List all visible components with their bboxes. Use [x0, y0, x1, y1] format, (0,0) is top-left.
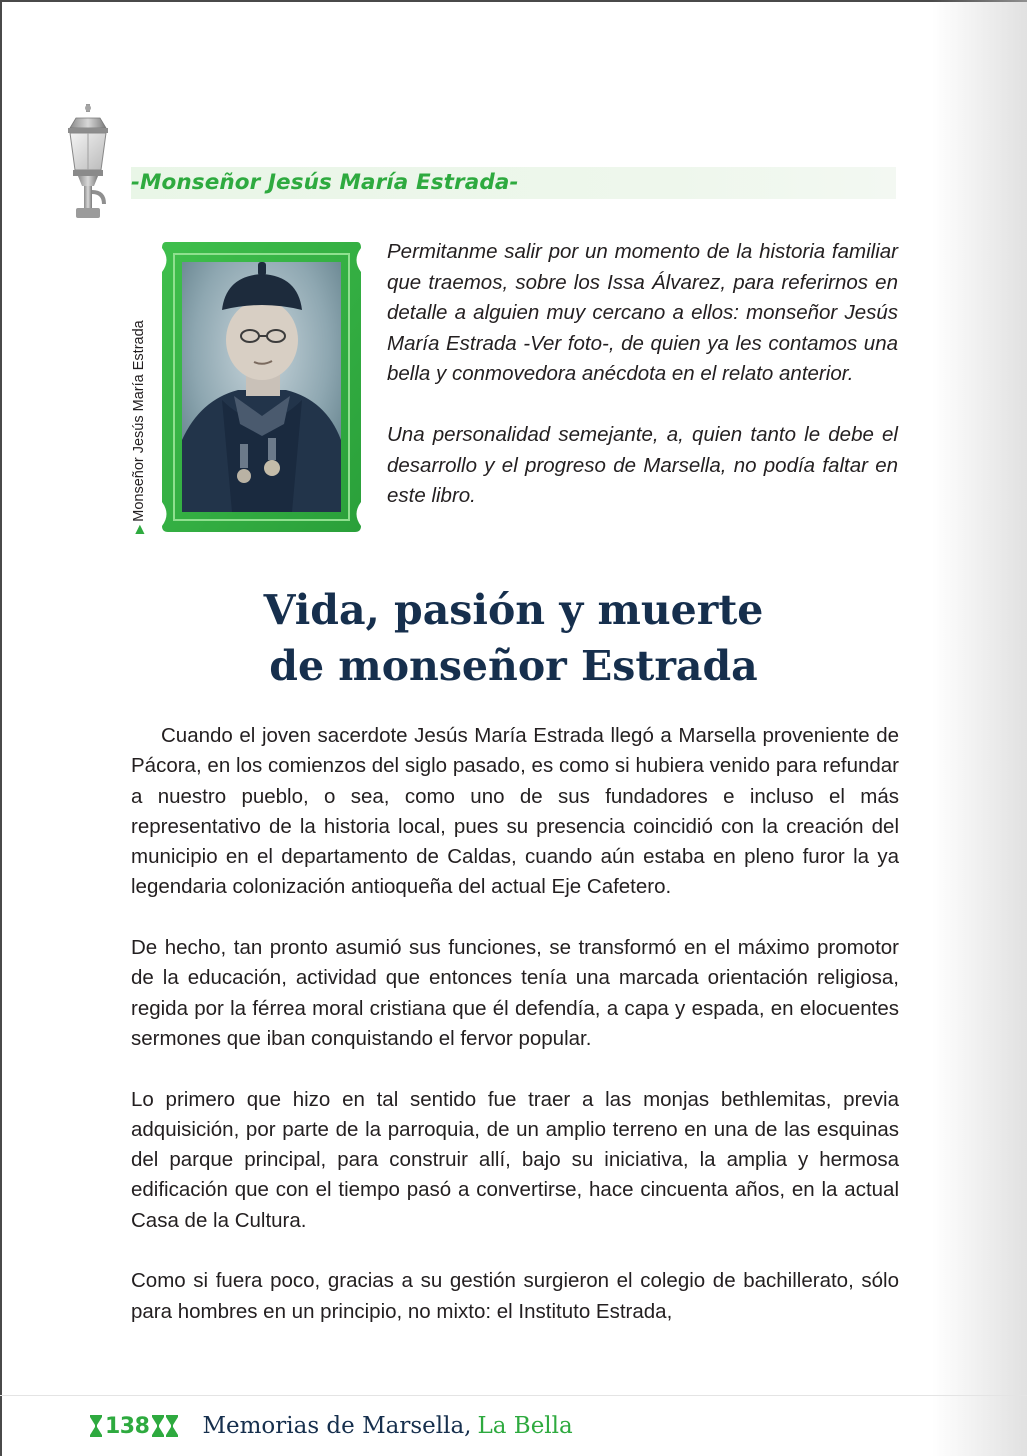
- intro-text: [387, 237, 898, 512]
- section-title: -Monseñor Jesús María Estrada-: [131, 170, 519, 195]
- body-paragraph: Cuando el joven sacerdote Jesús María Estrada llegó a Marsella proveniente de Pácora, en los comienzos del siglo pasado, es como si hubiera venido para refundar a nuestro pueblo, o sea, como uno de sus fundadores e incluso el más representativo de la historia local, pues su presencia coincidió con la creación del municipio en el departamento de Caldas, cuando aún estaba en pleno furor la ya legendaria colonización antioqueña del actual Eje Cafetero.: [131, 724, 899, 899]
- photo-caption: [131, 264, 147, 534]
- hourglass-ornament-icon: [90, 1415, 102, 1437]
- page-border-top: [0, 0, 1027, 2]
- page-border-left: [0, 0, 2, 1456]
- page-footer: [90, 1409, 573, 1443]
- book-subtitle: La Bella: [477, 1413, 573, 1439]
- page-number-block: [90, 1414, 178, 1439]
- book-title: Memorias de Marsella,: [202, 1413, 472, 1439]
- intro-paragraph: Permitanme salir por un momento de la historia familiar que traemos, sobre los Issa Álvarez, para referirnos en detalle a alguien muy cercano a ellos: monseñor Jesús María Estrada -Ver foto-, de quien ya les contamos una bella y conmovedora anécdota en el relato anterior.: [387, 240, 898, 385]
- hourglass-ornament-icon: [166, 1415, 178, 1437]
- body-paragraph: De hecho, tan pronto asumió sus funciones, se transformó en el máximo promotor de la educación, actividad que entonces tenía una marcada orientación religiosa, regida por la férrea moral cristiana que él defendía, a capa y espada, en elocuentes sermones que iban conquistando el fervor popular.: [131, 936, 899, 1050]
- article-body: [131, 721, 899, 1327]
- article-title-line: de monseñor Estrada: [269, 642, 758, 690]
- page-number: 138: [105, 1413, 150, 1439]
- footer-divider: [0, 1395, 1027, 1396]
- page-gutter-shadow: [932, 0, 1027, 1456]
- article-title-line: Vida, pasión y muerte: [263, 586, 764, 634]
- body-paragraph: Como si fuera poco, gracias a su gestión surgieron el colegio de bachillerato, sólo para hombres en un principio, no mixto: el Instituto Estrada,: [131, 1269, 899, 1323]
- photo-caption-text: Monseñor Jesús María Estrada: [131, 320, 147, 522]
- article-title: [131, 582, 896, 694]
- hourglass-ornament-icon: [152, 1415, 164, 1437]
- caption-triangle-icon: ▶: [132, 524, 146, 534]
- intro-paragraph: Una personalidad semejante, a, quien tanto le debe el desarrollo y el progreso de Marsella, no podía faltar en este libro.: [387, 423, 898, 507]
- portrait-photo-frame: [160, 240, 363, 534]
- street-lamp-icon: [62, 104, 114, 222]
- body-paragraph: Lo primero que hizo en tal sentido fue traer a las monjas bethlemitas, previa adquisición, por parte de la parroquia, de un amplio terreno en una de las esquinas del parque principal, para construir allí, bajo su iniciativa, la amplia y hermosa edificación que con el tiempo pasó a convertirse, hace cincuenta años, en la actual Casa de la Cultura.: [131, 1087, 899, 1232]
